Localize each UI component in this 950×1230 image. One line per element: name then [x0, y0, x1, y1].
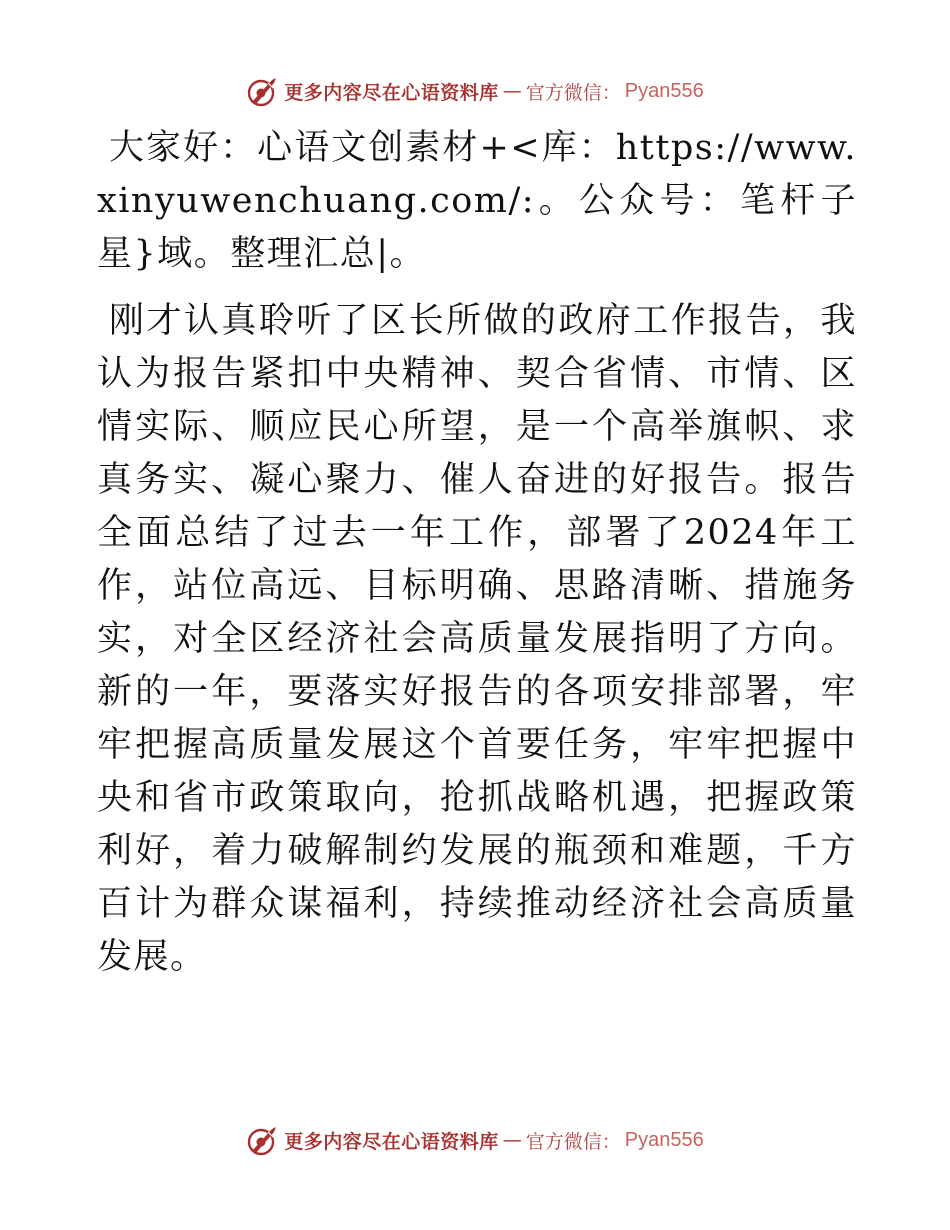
footer-banner-content [246, 1123, 704, 1157]
footer-banner-dash: — [502, 1129, 522, 1151]
header-banner [0, 69, 950, 113]
quill-seal-icon [246, 74, 280, 108]
intro-paragraph [97, 122, 857, 281]
header-banner-dash: — [502, 80, 522, 102]
main-paragraph [97, 295, 857, 984]
header-banner-text: 更多内容尽在心语资料库 [284, 81, 499, 104]
footer-wechat-id: Pyan556 [624, 1128, 704, 1151]
header-wechat-id: Pyan556 [624, 79, 704, 102]
main-paragraph-text: 刚才认真聆听了区长所做的政府工作报告，我认为报告紧扣中央精神、契合省情、市情、区情实际、顺应民心所望，是一个高举旗帜、求真务实、凝心聚力、催人奋进的好报告。报告全面总结了过去一年工作，部署了2024年工作，站位高远、目标明确、思路清晰、措施务实，对全区经济社会高质量发展指明了方向。新的一年，要落实好报告的各项安排部署，牢牢把握高质量发展这个首要任务，牢牢把握中央和省市政策取向，抢抓战略机遇，把握政策利好，着力破解制约发展的瓶颈和难题，千方百计为群众谋福利，持续推动经济社会高质量发展。 [97, 301, 857, 977]
footer-banner [0, 1118, 950, 1162]
intro-paragraph-text: 大家好：心语文创素材+<库：https://www.xinyuwenchuang.com/:。公众号：笔杆子星}域。整理汇总|。 [97, 128, 857, 274]
header-banner-content [246, 74, 704, 108]
header-wechat-label: 官方微信： [525, 81, 621, 104]
document-body [97, 122, 857, 984]
footer-wechat-label: 官方微信： [525, 1130, 621, 1153]
footer-banner-text: 更多内容尽在心语资料库 [284, 1130, 499, 1153]
quill-seal-icon [246, 1123, 280, 1157]
